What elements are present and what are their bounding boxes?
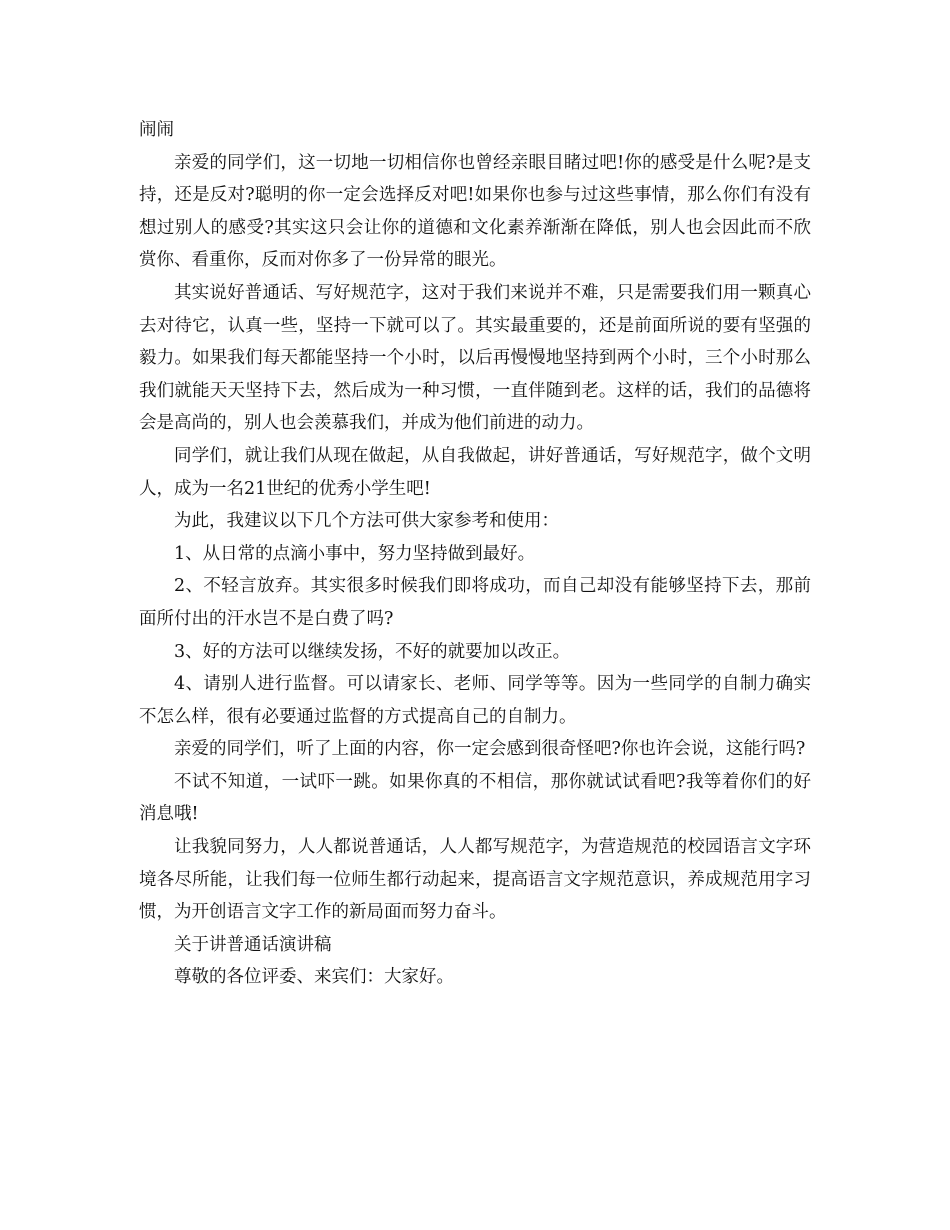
paragraph: 其实说好普通话、写好规范字，这对于我们来说并不难，只是需要我们用一颗真心去对待它，认真一些，坚持一下就可以了。其实最重要的，还是前面所说的要有坚强的毅力。如果我们每天都能坚持一个小时，以后再慢慢地坚持到两个小时，三个小时那么我们就能天天坚持下去，然后成为一种习惯，一直伴随到老。这样的话，我们的品德将会是高尚的，别人也会羡慕我们，并成为他们前进的动力。 <box>139 282 811 434</box>
paragraph: 亲爱的同学们，这一切地一切相信你也曾经亲眼目睹过吧!你的感受是什么呢?是支持，还是反对?聪明的你一定会选择反对吧!如果你也参与过这些事情，那么你们有没有想过别人的感受?其实这只会让你的道德和文化素养渐渐在降低，别人也会因此而不欣赏你、看重你，反而对你多了一份异常的眼光。 <box>139 152 811 271</box>
paragraph: 让我貌同努力，人人都说普通话，人人都写规范字，为营造规范的校园语言文字环境各尽所能，让我们每一位师生都行动起来，提高语言文字规范意识，养成规范用字习惯，为开创语言文字工作的新局面而努力奋斗。 <box>139 837 811 923</box>
list-item-2: 2、不轻言放弃。其实很多时候我们即将成功，而自己却没有能够坚持下去，那前面所付出的汗水岂不是白费了吗? <box>139 576 811 629</box>
section-title: 关于讲普通话演讲稿 <box>174 934 332 955</box>
paragraph-heading-fragment: 闹闹 <box>139 120 174 140</box>
paragraph: 亲爱的同学们，听了上面的内容，你一定会感到很奇怪吧?你也许会说，这能行吗? <box>174 739 806 760</box>
document-body <box>139 114 811 994</box>
paragraph: 为此，我建议以下几个方法可供大家参考和使用： <box>174 511 559 532</box>
paragraph: 同学们，就让我们从现在做起，从自我做起，讲好普通话，写好规范字，做个文明人，成为一名21世纪的优秀小学生吧! <box>139 445 811 499</box>
list-item-1: 1、从日常的点滴小事中，努力坚持做到最好。 <box>174 543 536 564</box>
paragraph: 不试不知道，一试吓一跳。如果你真的不相信，那你就试试看吧?我等着你们的好消息哦! <box>139 771 811 825</box>
list-item-4: 4、请别人进行监督。可以请家长、老师、同学等等。因为一些同学的自制力确实不怎么样，很有必要通过监督的方式提高自己的自制力。 <box>139 674 811 727</box>
list-item-3: 3、好的方法可以继续发扬，不好的就要加以改正。 <box>174 641 571 662</box>
greeting-line: 尊敬的各位评委、来宾们：大家好。 <box>174 967 454 988</box>
